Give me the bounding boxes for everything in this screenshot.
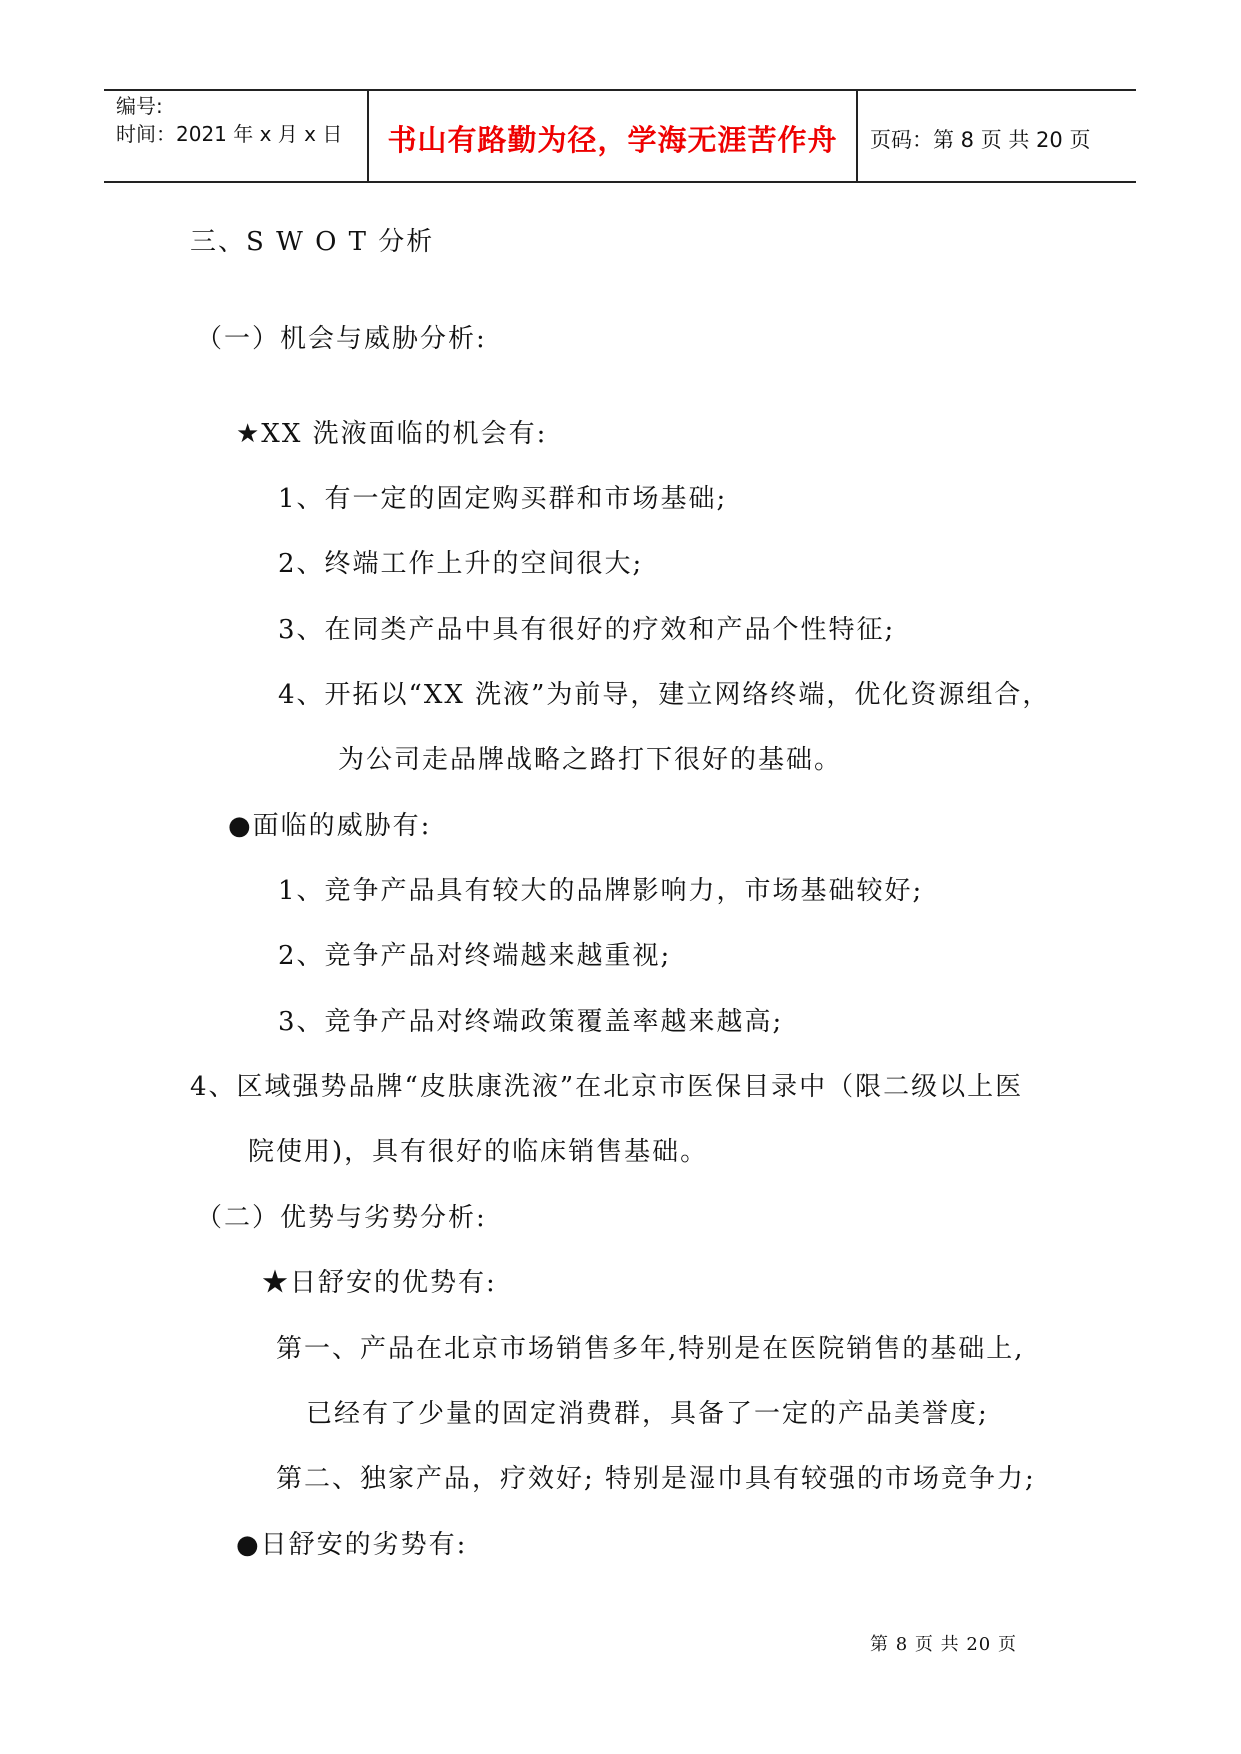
header-number-label: 编号: [116,94,163,118]
header-divider-right [856,90,858,182]
threat-item-4-line-2: 院使用)，具有很好的临床销售基础。 [248,1137,709,1167]
header-motto: 书山有路勤为径，学海无涯苦作舟 [387,123,838,157]
header-top-rule [104,89,1136,91]
strength-heading: ★日舒安的优势有: [262,1268,497,1298]
strength-item-1-line-1: 第一、产品在北京市场销售多年,特别是在医院销售的基础上, [276,1334,1025,1364]
header-page-label: 页码：第 8 页 共 20 页 [870,128,1091,152]
opportunity-item-4-line-1: 4、开拓以“XX 洗液”为前导，建立网络终端，优化资源组合， [278,680,1051,710]
weakness-heading: ●日舒安的劣势有: [236,1530,468,1560]
footer-page-number: 第 8 页 共 20 页 [870,1634,1017,1655]
opportunity-item-4-line-2: 为公司走品牌战略之路打下很好的基础。 [338,745,843,775]
header-time-label: 时间：2021 年 x 月 x 日 [116,122,343,146]
threat-item-4-line-1: 4、区域强势品牌“皮肤康洗液”在北京市医保目录中（限二级以上医 [190,1072,1024,1102]
section-title: 三、S W O T 分析 [190,227,435,257]
subsection-title-1: （一）机会与威胁分析: [196,324,487,354]
opportunity-item-3: 3、在同类产品中具有很好的疗效和产品个性特征; [278,615,896,645]
opportunity-item-2: 2、终端工作上升的空间很大; [278,549,644,579]
strength-item-2: 第二、独家产品，疗效好; 特别是湿巾具有较强的市场竞争力; [276,1464,1036,1494]
header-meta [116,92,342,148]
header-bottom-rule [104,181,1136,183]
threat-item-1: 1、竞争产品具有较大的品牌影响力，市场基础较好; [278,876,924,906]
strength-item-1-line-2: 已经有了少量的固定消费群，具备了一定的产品美誉度; [306,1399,989,1429]
threat-item-3: 3、竞争产品对终端政策覆盖率越来越高; [278,1007,784,1037]
subsection-title-2: （二）优势与劣势分析: [196,1203,487,1233]
threat-item-2: 2、竞争产品对终端越来越重视; [278,941,672,971]
opportunity-item-1: 1、有一定的固定购买群和市场基础; [278,484,728,514]
opportunity-heading: ★XX 洗液面临的机会有: [236,419,548,449]
threat-heading: ●面临的威胁有: [228,811,432,841]
